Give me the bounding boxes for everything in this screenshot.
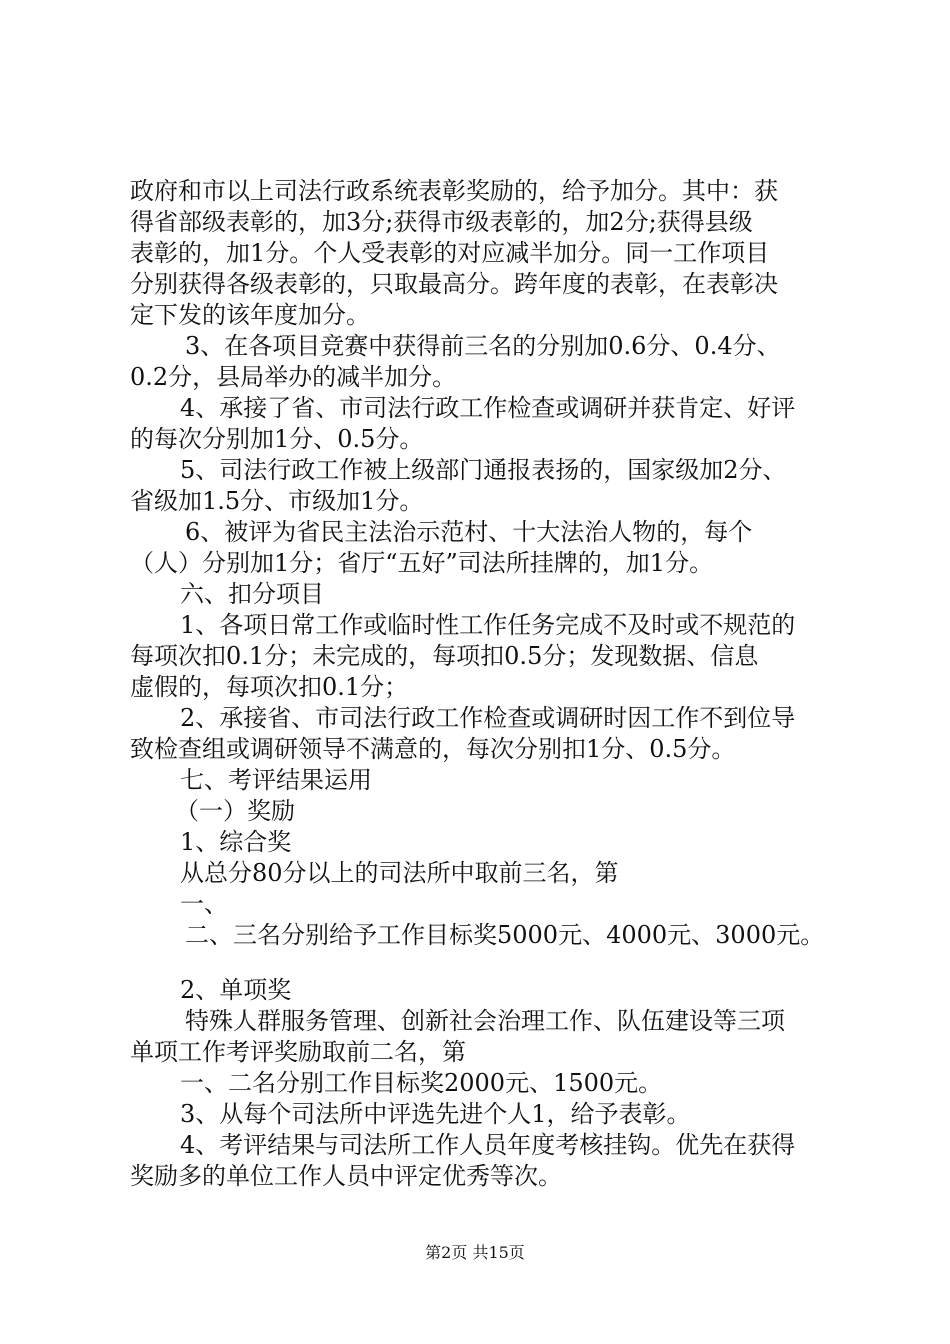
- text-line: 表彰的，加1分。个人受表彰的对应减半加分。同一工作项目: [130, 239, 770, 267]
- text-line: 的每次分别加1分、0.5分。: [130, 425, 424, 453]
- text-line: 政府和市以上司法行政系统表彰奖励的，给予加分。其中：获: [130, 177, 778, 205]
- text-line: 4、承接了省、市司法行政工作检查或调研并获肯定、好评: [180, 394, 796, 422]
- text-line: 一、二名分别工作目标奖2000元、1500元。: [180, 1069, 663, 1097]
- text-line: 6、被评为省民主法治示范村、十大法治人物的，每个: [185, 518, 753, 546]
- text-line: 二、三名分别给予工作目标奖5000元、4000元、3000元。: [185, 921, 825, 949]
- text-line: 3、从每个司法所中评选先进个人1，给予表彰。: [180, 1100, 691, 1128]
- text-line: 单项工作考评奖励取前二名，第: [130, 1038, 466, 1066]
- text-line: 特殊人群服务管理、创新社会治理工作、队伍建设等三项: [185, 1007, 785, 1035]
- text-line: 5、司法行政工作被上级部门通报表扬的，国家级加2分、: [180, 456, 787, 484]
- text-line: 2、单项奖: [180, 976, 292, 1004]
- text-line: 一、: [180, 890, 228, 918]
- text-line: 1、各项日常工作或临时性工作任务完成不及时或不规范的: [180, 611, 796, 639]
- page-number-footer: 第2页 共15页: [425, 1243, 525, 1262]
- text-line: 省级加1.5分、市级加1分。: [130, 487, 424, 515]
- text-line: 分别获得各级表彰的，只取最高分。跨年度的表彰，在表彰决: [130, 270, 778, 298]
- text-line: 奖励多的单位工作人员中评定优秀等次。: [130, 1162, 562, 1190]
- text-line: 得省部级表彰的，加3分;获得市级表彰的，加2分;获得县级: [130, 208, 753, 236]
- text-line: 4、考评结果与司法所工作人员年度考核挂钩。优先在获得: [180, 1131, 796, 1159]
- text-line: 每项次扣0.1分；未完成的，每项扣0.5分；发现数据、信息: [130, 642, 759, 670]
- text-line: 3、在各项目竞赛中获得前三名的分别加0.6分、0.4分、: [185, 332, 781, 360]
- text-line: 2、承接省、市司法行政工作检查或调研时因工作不到位导: [180, 704, 796, 732]
- text-line: （人）分别加1分；省厅“五好”司法所挂牌的，加1分。: [130, 549, 714, 577]
- text-line: 从总分80分以上的司法所中取前三名，第: [180, 859, 619, 887]
- text-line: 定下发的该年度加分。: [130, 301, 370, 329]
- text-line: 虚假的，每项次扣0.1分；: [130, 673, 409, 701]
- section-heading: 七、考评结果运用: [180, 766, 372, 794]
- text-line: 致检查组或调研领导不满意的，每次分别扣1分、0.5分。: [130, 735, 736, 763]
- text-line: 1、综合奖: [180, 828, 292, 856]
- section-heading: 六、扣分项目: [180, 580, 324, 608]
- subsection-heading: （一）奖励: [175, 797, 295, 825]
- text-line: 0.2分，县局举办的减半加分。: [130, 363, 457, 391]
